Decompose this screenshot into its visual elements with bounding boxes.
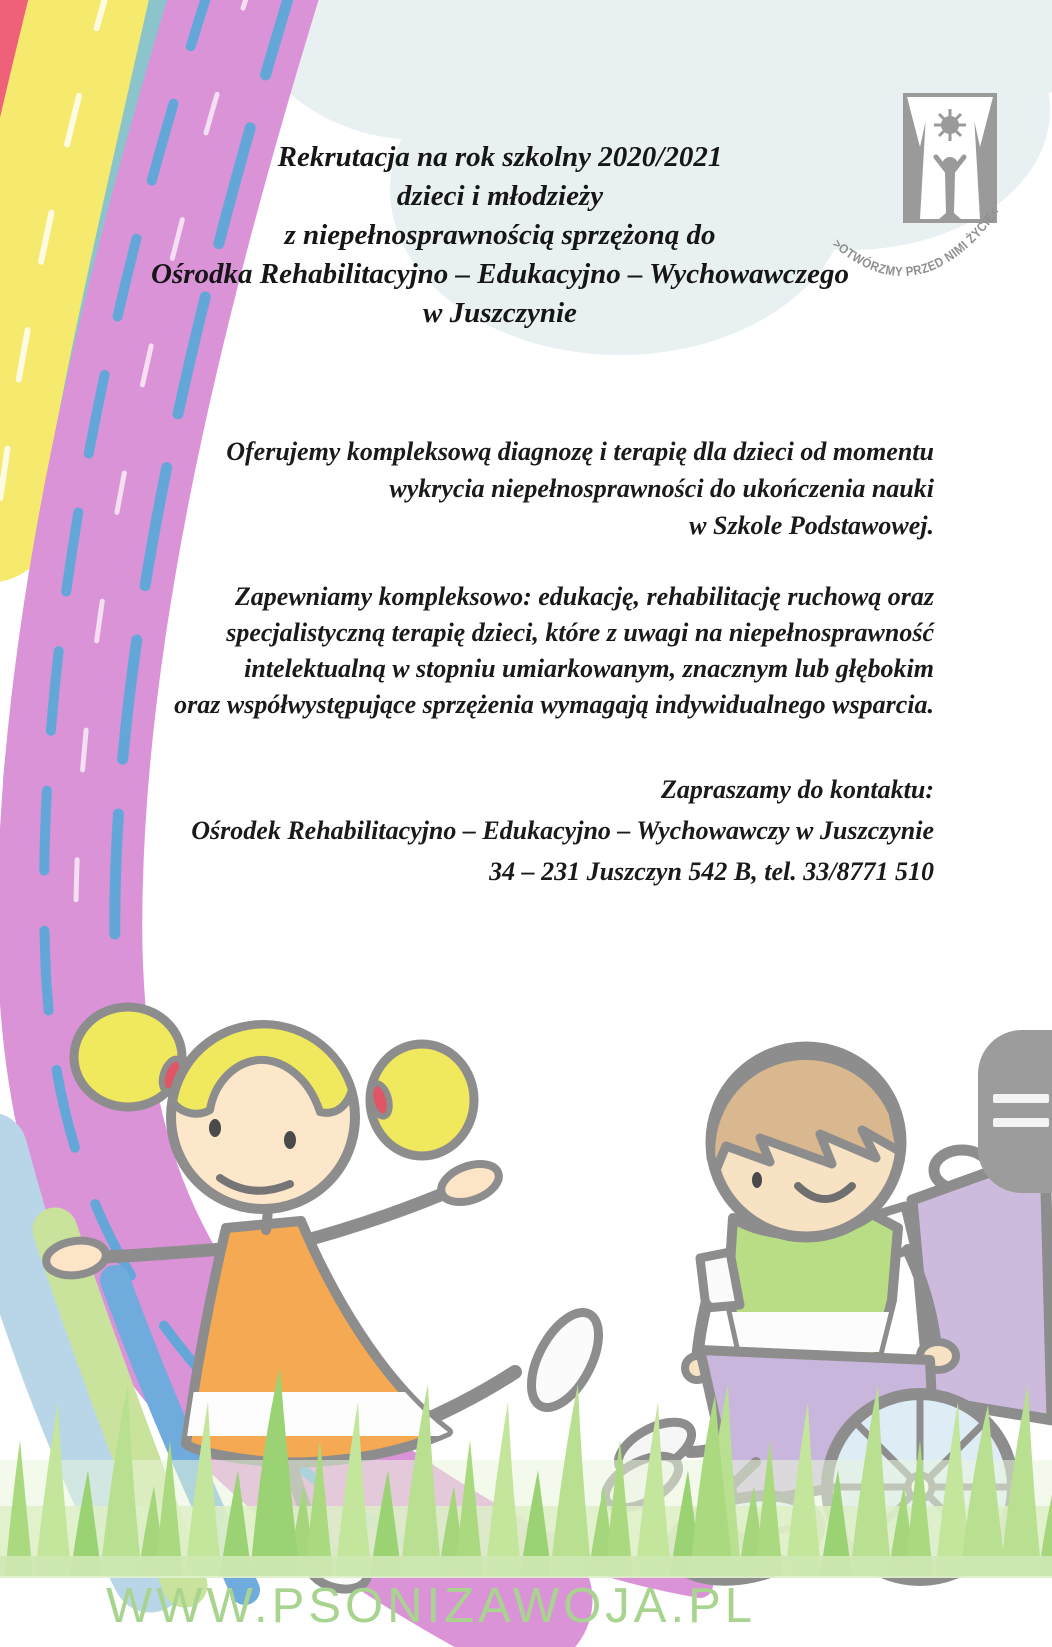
handle-bar [993, 1094, 1049, 1103]
contact-address: 34 – 231 Juszczyn 542 B, tel. 33/8771 510 [489, 857, 934, 886]
details-paragraph [104, 579, 934, 723]
intro-line: Oferujemy kompleksową diagnozę i terapię dla dzieci od momentu [226, 437, 934, 466]
title-line: Rekrutacja na rok szkolny 2020/2021 [277, 141, 723, 173]
details-line: oraz współwystępujące sprzężenia wymagają indywidualnego wsparcia. [174, 690, 934, 719]
poster-title [64, 138, 936, 333]
contact-org: Ośrodek Rehabilitacyjno – Edukacyjno – Wychowawczy w Juszczynie [191, 816, 934, 845]
website-url: WWW.PSONIZAWOJA.PL [106, 1579, 757, 1633]
details-line: intelektualną w stopniu umiarkowanym, znacznym lub głębokim [244, 654, 934, 683]
handle-bar [993, 1118, 1049, 1127]
title-line: dzieci i młodzieży [396, 180, 604, 212]
intro-line: w Szkole Podstawowej. [689, 511, 934, 540]
details-line: Zapewniamy kompleksowo: edukację, rehabilitację ruchową oraz [234, 582, 934, 611]
drawer-handle-icon[interactable] [978, 1030, 1052, 1193]
intro-paragraph [104, 433, 934, 544]
title-line: w Juszczynie [423, 297, 577, 329]
logo-arc-text: >OTWÓRZMY PRZED NIMI ŻYCIE< [830, 203, 1003, 280]
contact-block [104, 769, 934, 892]
contact-heading: Zapraszamy do kontaktu: [660, 775, 934, 804]
title-line: z niepełnosprawnością sprzężoną do [284, 219, 716, 251]
details-line: specjalistyczną terapię dzieci, które z uwagi na niepełnosprawność [226, 618, 934, 647]
title-line: Ośrodka Rehabilitacyjno – Edukacyjno – Wychowawczego [151, 258, 849, 290]
intro-line: wykrycia niepełnosprawności do ukończenia nauki [389, 474, 934, 503]
